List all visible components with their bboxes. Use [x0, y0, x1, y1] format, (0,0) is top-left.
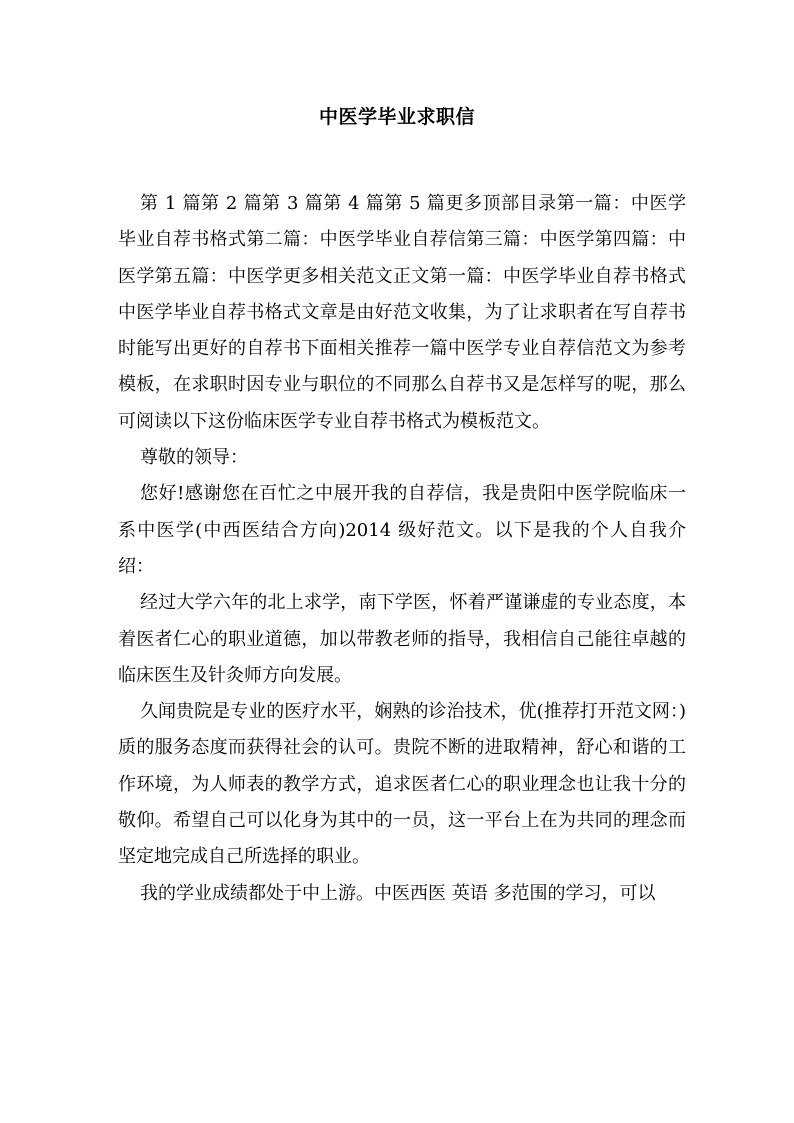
- document-body: [118, 186, 686, 912]
- paragraph-table-of-contents: 第 1 篇第 2 篇第 3 篇第 4 篇第 5 篇更多顶部目录第一篇：中医学毕业自荐书格式第二篇：中医学毕业自荐信第三篇：中医学第四篇：中医学第五篇：中医学更多相关范文正文第一篇：中医学毕业自荐书格式 中医学毕业自荐书格式文章是由好范文收集，为了让求职者在写自荐书时能写出更好的自荐书下面相关推荐一篇中医学专业自荐信范文为参考模板，在求职时因专业与职位的不同那么自荐书又是怎样写的呢，那么可阅读以下这份临床医学专业自荐书格式为模板范文。: [118, 193, 686, 432]
- paragraph-hospital-praise: 久闻贵院是专业的医疗水平，娴熟的诊治技术，优(推荐打开范文网：)质的服务态度而获得社会的认可。贵院不断的进取精神，舒心和谐的工作环境，为人师表的教学方式，追求医者仁心的职业理念也让我十分的敬仰。希望自己可以化身为其中的一员，这一平台上在为共同的理念而坚定地完成自己所选择的职业。: [118, 701, 686, 868]
- paragraph-study-experience: 经过大学六年的北上求学，南下学医，怀着严谨谦虚的专业态度，本着医者仁心的职业道德，加以带教老师的指导，我相信自己能往卓越的临床医生及针灸师方向发展。: [118, 592, 686, 686]
- paragraph-academic-record: 我的学业成绩都处于中上游。中医西医 英语 多范围的学习，可以: [140, 882, 656, 904]
- paragraph-salutation: 尊敬的领导：: [140, 447, 248, 469]
- document-title: 中医学毕业求职信: [318, 106, 475, 128]
- paragraph-introduction: 您好!感谢您在百忙之中展开我的自荐信，我是贵阳中医学院临床一系中医学(中西医结合方向)2014 级好范文。以下是我的个人自我介绍：: [118, 483, 686, 577]
